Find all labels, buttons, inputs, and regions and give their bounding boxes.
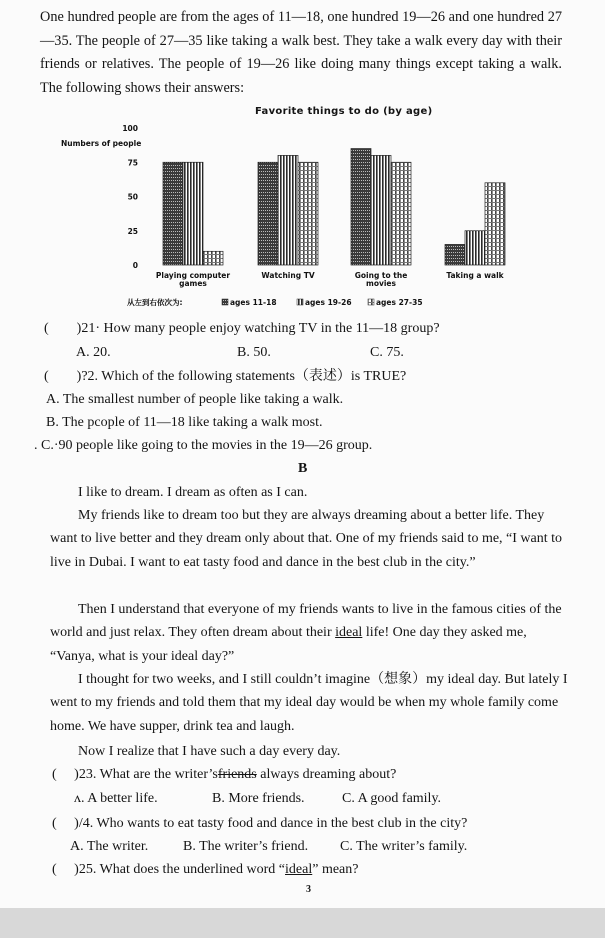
q21-stem: ( )21· How many people enjoy watching TV in the 11—18 group? [44, 321, 440, 336]
passage-p3-b: life! One day they asked me, “Vanya, what is your ideal day?” [50, 625, 527, 664]
bar [445, 244, 465, 265]
intro-paragraph: One hundred people are from the ages of 11—18, one hundred 19—26 and one hundred 27—35. The people of 27—35 like taking a walk best. They take a walk every day with their friends or relatives. The people of 19—26 like doing many things except taking a walk. The following shows their answers: [40, 9, 562, 96]
q22-option-c[interactable]: . C.·90 people like going to the movies in the 19—26 group. [34, 438, 373, 453]
x-tick-label: Going to the [354, 271, 408, 280]
bar [465, 231, 485, 265]
bar [391, 162, 411, 265]
q24-option-b[interactable]: B. The writer’s friend. [183, 839, 309, 854]
bottom-margin-band [0, 908, 605, 938]
y-tick-label: 100 [122, 124, 138, 133]
passage-p2: My friends like to dream too but they are always dreaming about a better life. They want to live better and they dream only about that. One of my friends said to me, “I want to live in Dubai. I want to eat tasty food and dance in the best club in the city.” [50, 508, 563, 570]
underlined-word-ideal: ideal [335, 625, 363, 641]
legend-swatch [297, 299, 303, 305]
q25-stem-pre: ( )25. What does the underlined word “ [52, 862, 286, 877]
passage-p3 [50, 598, 572, 668]
q23-option-a[interactable]: ʌ. A better life. [74, 791, 158, 806]
legend-label: ages 19-26 [305, 298, 352, 307]
q21-option-a[interactable]: A. 20. [76, 345, 111, 360]
y-axis-label: Numbers of people [61, 139, 142, 148]
q23-stem-struck: friends [217, 767, 257, 782]
x-tick-label: Playing computer [155, 271, 231, 280]
bar [203, 251, 223, 265]
passage-p4: I thought for two weeks, and I still couldn’t imagine（想象）my ideal day. But lately I went to my friends and told them that my ideal day would be when my whole family come home. We have supper, drink tea and laugh. [50, 672, 568, 734]
legend-swatch [222, 299, 228, 305]
q23-stem [52, 766, 396, 784]
chart-title: Favorite things to do (by age) [255, 106, 433, 117]
legend-swatch [368, 299, 374, 305]
legend-label: ages 11-18 [230, 298, 277, 307]
passage-p3-a: Then I understand that everyone of my friends wants to live in the famous cities of the world and just relax. They often dream about their [50, 602, 562, 641]
bar [183, 162, 203, 265]
q24-option-c[interactable]: C. The writer’s family. [340, 839, 468, 854]
legend-label: ages 27-35 [376, 298, 423, 307]
bar [485, 183, 505, 265]
passage-p5: Now I realize that I have such a day every day. [78, 744, 341, 759]
q22-stem: ( )?2. Which of the following statements（表述）is TRUE? [44, 369, 407, 384]
passage-p1: I like to dream. I dream as often as I can. [78, 485, 308, 500]
bar [278, 155, 298, 265]
x-tick-label: Taking a walk [446, 271, 504, 280]
q21-option-c[interactable]: C. 75. [370, 345, 404, 360]
y-tick-label: 50 [127, 192, 138, 202]
bar [258, 162, 278, 265]
q23-stem-pre: ( )23. What are the writer’s [52, 767, 218, 782]
x-tick-label: movies [366, 279, 396, 288]
y-tick-label: 25 [127, 226, 138, 236]
q22-option-a[interactable]: A. The smallest number of people like taking a walk. [46, 392, 344, 407]
y-tick-label: 75 [127, 158, 138, 168]
bar [298, 162, 318, 265]
q22-option-b[interactable]: B. The pcople of 11—18 like taking a walk most. [46, 415, 323, 430]
x-tick-label: games [179, 279, 207, 288]
y-tick-label: 0 [132, 261, 138, 270]
bar [163, 162, 183, 265]
x-tick-label: Watching TV [261, 271, 315, 280]
bar-chart [55, 120, 525, 320]
q24-stem: ( )/4. Who wants to eat tasty food and dance in the best club in the city? [52, 816, 468, 831]
bar [351, 149, 371, 265]
q23-option-b[interactable]: B. More friends. [212, 791, 305, 806]
q25-underlined-word: ideal [285, 862, 313, 877]
legend-prefix: 从左到右依次为: [127, 298, 183, 307]
q23-stem-post: always dreaming about? [260, 767, 397, 782]
page-number: 3 [306, 884, 311, 895]
bar [371, 155, 391, 265]
section-b-title: B [298, 461, 308, 476]
q23-option-c[interactable]: C. A good family. [342, 791, 442, 806]
q25-stem [52, 861, 358, 879]
q21-option-b[interactable]: B. 50. [237, 345, 271, 360]
q25-stem-post: ” mean? [312, 862, 359, 877]
q24-option-a[interactable]: A. The writer. [70, 839, 149, 854]
